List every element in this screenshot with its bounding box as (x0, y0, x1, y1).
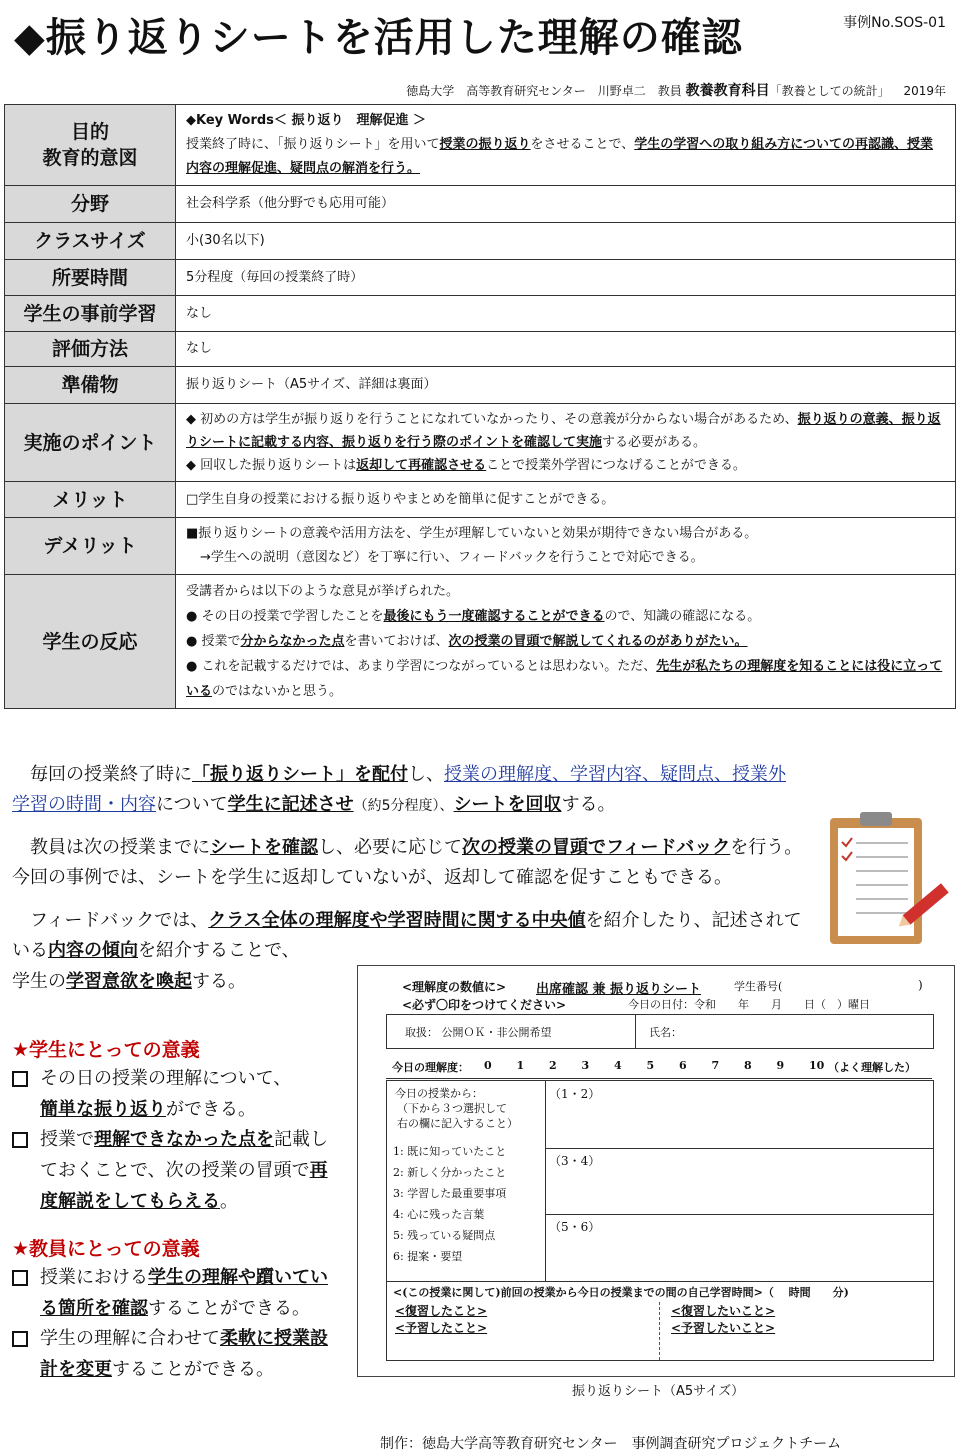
p3-text: を紹介したり、記述されている (12, 910, 802, 961)
item-emphasis: 再度解説をしてもらえる (40, 1160, 328, 1212)
reaction-text: ので、知識の確認になる。 (604, 609, 761, 624)
p3-text: フィードバックでは、 (30, 910, 209, 931)
slot-5-6: （5・6） (549, 1220, 601, 1234)
prep-label: 学生の事前学習 (5, 296, 176, 332)
item-text: 授業で (40, 1129, 94, 1150)
demerit-value (176, 518, 956, 575)
p3-text: 学生の (12, 971, 66, 992)
reaction-emphasis: 次の授業の冒頭で解説してくれるのがありがたい。 (448, 634, 748, 649)
scale-end-label: （よく理解した） (828, 1061, 916, 1074)
prep-done: <予習したこと> (395, 1321, 488, 1335)
handling-row (386, 1014, 934, 1049)
material-label: 準備物 (5, 367, 176, 404)
purpose-value (176, 105, 956, 186)
reaction-text: のではないかと思う。 (212, 684, 343, 699)
prep-value: なし (176, 296, 956, 332)
option-item: 4: 心に残った言葉 (393, 1208, 485, 1221)
prep-want: <予習したいこと> (671, 1321, 776, 1335)
keywords: ◆Key Words＜ 振り返り 理解促進 ＞ (186, 113, 426, 128)
paragraph-1 (12, 760, 802, 821)
reaction-label: 学生の反応 (5, 575, 176, 709)
item-text: することができる。 (112, 1359, 274, 1380)
reaction-text: ● これを記載するだけでは、あまり学習につながっているとは思わない。ただ、 (186, 659, 657, 674)
scale-number: 6 (679, 1059, 687, 1072)
item-text: その日の授業の理解について、 (40, 1068, 292, 1089)
eval-value: なし (176, 332, 956, 367)
points-label: 実施のポイント (5, 404, 176, 482)
item-emphasis: 柔軟に授業設計を変更 (40, 1328, 328, 1380)
p1-text: する。 (561, 794, 616, 815)
sheet-note-2: <必ず〇印をつけてください> (402, 998, 567, 1012)
scale-number: 10 (809, 1059, 825, 1072)
sheet-title: 出席確認 兼 振り返りシート (536, 982, 702, 997)
credit-line (406, 80, 946, 100)
item-text: 。 (220, 1191, 238, 1212)
p2-emphasis: シートを確認 (210, 837, 318, 858)
points-text: する必要がある。 (602, 435, 707, 450)
p2-text: し、必要に応じて (318, 837, 462, 858)
reaction-text: ● その日の授業で学習したことを (186, 609, 384, 624)
slot-3-4: （3・4） (549, 1154, 601, 1168)
item-emphasis: 簡単な振り返り (40, 1099, 166, 1120)
purpose-emphasis: 学生の学習への取り組み方についての再認識、授業内容の理解促進、疑問点の解消を行う。 (186, 137, 934, 176)
p1-emphasis: 「振り返りシート」を配付 (192, 764, 408, 785)
page-title: ◆振り返りシートを活用した理解の確認 (14, 15, 743, 61)
teacher-item-1 (12, 1262, 332, 1324)
scale-number: 9 (776, 1059, 785, 1072)
p1-link-text: 授業の理解度、学習内容、疑問点、授業外学習の時間・内容 (12, 764, 786, 815)
demerit-text: ■振り返りシートの意義や活用方法を、学生が理解していないと効果が期待できない場合がある。 (186, 526, 758, 541)
points-text: ◆ 初めの方は学生が振り返りを行うことになれていなかったり、その意義が分からない場合があるため、 (186, 412, 798, 427)
scale-number: 8 (744, 1059, 752, 1072)
student-number: 学生番号( (734, 980, 783, 993)
p1-emphasis: 学生に記述させ (227, 794, 354, 815)
p1-text: し、 (408, 764, 444, 785)
purpose-label: 目的 教育的意図 (5, 105, 176, 186)
scale-label: 今日の理解度： (392, 1061, 469, 1074)
field-label: 分野 (5, 186, 176, 223)
self-study-label: <(この授業に関して)前回の授業から今日の授業までの間の自己学習時間>（ 時間 分) (393, 1286, 849, 1299)
reaction-text: ● 授業で (186, 634, 241, 649)
purpose-text: 授業終了時に、「振り返りシート」を用いて (186, 137, 440, 152)
field-value: 社会科学系（他分野でも応用可能） (176, 186, 956, 223)
scale-number: 2 (549, 1059, 557, 1072)
instruction-text: （下から３つ選択して 右の欄に記入すること） (397, 1102, 518, 1130)
credit-year: 2019年 (903, 84, 946, 98)
handling-text: 取扱： 公開ＯＫ・非公開希望 (405, 1026, 552, 1039)
item-text: 記載しておくことで、次の授業の冒頭で (40, 1129, 328, 1181)
student-number-close: ) (918, 978, 923, 992)
p1-note: （約5分程度）、 (353, 798, 454, 814)
p3-emphasis: クラス全体の理解度や学習時間に関する中央値 (208, 910, 586, 931)
reaction-value (176, 575, 956, 709)
checkbox-icon (12, 1331, 28, 1347)
scale-number: 0 (484, 1059, 492, 1072)
sheet-caption: 振り返りシート（A5サイズ） (572, 1384, 745, 1399)
reaction-emphasis: 分からなかった点 (240, 634, 345, 649)
credit-subject: 「教養としての統計」 (769, 84, 890, 98)
option-list (393, 1141, 506, 1267)
credit-org: 徳島大学 高等教育研究センター 川野卓二 教員 (406, 84, 682, 98)
from-class-label: 今日の授業から： (395, 1087, 483, 1100)
scale-number: 1 (516, 1059, 525, 1072)
points-emphasis: 振り返りの意義、振り返りシートに記載する内容、振り返りを行う際のポイントを確認して実施 (186, 412, 941, 450)
credit-course: 教養教育科目 (685, 83, 770, 99)
item-text: ができる。 (166, 1099, 256, 1120)
clipboard-icon (828, 812, 954, 948)
reaction-intro: 受講者からは以下のような意見が挙げられた。 (186, 584, 460, 599)
paragraph-2 (12, 833, 812, 893)
p3-emphasis: 内容の傾向 (48, 940, 138, 961)
p3-emphasis: 学習意欲を喚起 (66, 971, 192, 992)
reaction-text: を書いておけば、 (344, 634, 449, 649)
purpose-emphasis: 授業の振り返り (439, 137, 531, 152)
scale-number: 5 (646, 1059, 655, 1072)
scale-number: 3 (581, 1059, 590, 1072)
time-label: 所要時間 (5, 260, 176, 296)
teacher-significance-heading: ★教員にとっての意義 (12, 1238, 200, 1260)
p2-text: 教員は次の授業までに (30, 837, 210, 858)
slot-1-2: （1・2） (549, 1087, 601, 1101)
points-text: ことで授業外学習につなげることができる。 (486, 458, 746, 473)
time-value: 5分程度（毎回の授業終了時） (176, 260, 956, 296)
self-study-box (386, 1280, 934, 1361)
merit-label: メリット (5, 482, 176, 518)
review-done: <復習したこと> (395, 1304, 488, 1318)
p3-text: する。 (192, 971, 246, 992)
reflection-sheet-figure (357, 965, 955, 1377)
name-field: 氏名： (649, 1026, 682, 1039)
reflection-grid (386, 1080, 934, 1282)
scale-row (386, 1054, 932, 1079)
review-want: <復習したいこと> (671, 1304, 776, 1318)
p1-text: について (156, 794, 228, 815)
points-emphasis: 返却して再確認させる (356, 458, 487, 473)
student-item-1 (12, 1063, 332, 1125)
paragraph-3a (12, 906, 812, 966)
p2-emphasis: 次の授業の冒頭でフィードバック (462, 837, 731, 858)
checkbox-icon (12, 1071, 28, 1087)
reaction-emphasis: 先生が私たちの理解度を知ることには役に立っている (186, 659, 943, 699)
option-item: 3: 学習した最重要事項 (393, 1187, 507, 1200)
option-item: 6: 提案・要望 (393, 1250, 463, 1263)
p1-emphasis: シートを回収 (453, 794, 562, 815)
item-emphasis: 理解できなかった点を (94, 1129, 274, 1150)
student-item-2 (12, 1124, 332, 1217)
scale-number: 4 (614, 1059, 622, 1072)
item-text: することができる。 (148, 1298, 310, 1319)
points-value (176, 404, 956, 482)
points-text: ◆ 回収した振り返りシートは (186, 458, 357, 473)
case-info-table (4, 104, 956, 709)
option-item: 2: 新しく分かったこと (393, 1166, 507, 1179)
student-significance-heading: ★学生にとっての意義 (12, 1039, 200, 1061)
checkbox-icon (12, 1270, 28, 1286)
eval-label: 評価方法 (5, 332, 176, 367)
item-text: 学生の理解に合わせて (40, 1328, 220, 1349)
merit-value: □学生自身の授業における振り返りやまとめを簡単に促すことができる。 (176, 482, 956, 518)
demerit-label: デメリット (5, 518, 176, 575)
p2-text: を行う。今回の事例では、シートを学生に返却していないが、返却して確認を促すこともできる。 (12, 837, 803, 888)
reaction-emphasis: 最後にもう一度確認することができる (383, 609, 605, 624)
class-size-value: 小(30名以下) (176, 223, 956, 260)
scale-number: 7 (711, 1059, 720, 1072)
item-emphasis: 学生の理解や躓いている箇所を確認 (40, 1267, 328, 1319)
item-text: 授業における (40, 1267, 148, 1288)
teacher-item-2 (12, 1323, 332, 1385)
option-item: 5: 残っている疑問点 (393, 1229, 496, 1242)
sheet-note-1: <理解度の数値に> (402, 980, 507, 994)
demerit-text: →学生への説明（意図など）を丁寧に行い、フィードバックを行うことで対応できる。 (200, 550, 704, 565)
class-size-label: クラスサイズ (5, 223, 176, 260)
material-value: 振り返りシート（A5サイズ、詳細は裏面） (176, 367, 956, 404)
paragraph-3b (12, 967, 246, 997)
p1-text: 毎回の授業終了時に (30, 764, 192, 785)
purpose-text: をさせることで、 (530, 137, 635, 152)
checkbox-icon (12, 1132, 28, 1148)
footer-credit: 制作：徳島大学高等教育研究センター 事例調査研究プロジェクトチーム (380, 1436, 842, 1452)
p3-text: を紹介することで、 (138, 940, 300, 961)
case-number: 事例No.SOS-01 (843, 15, 946, 31)
sheet-date: 今日の日付：令和 年 月 日（ ）曜日 (628, 998, 870, 1011)
option-item: 1: 既に知っていたこと (393, 1145, 507, 1158)
